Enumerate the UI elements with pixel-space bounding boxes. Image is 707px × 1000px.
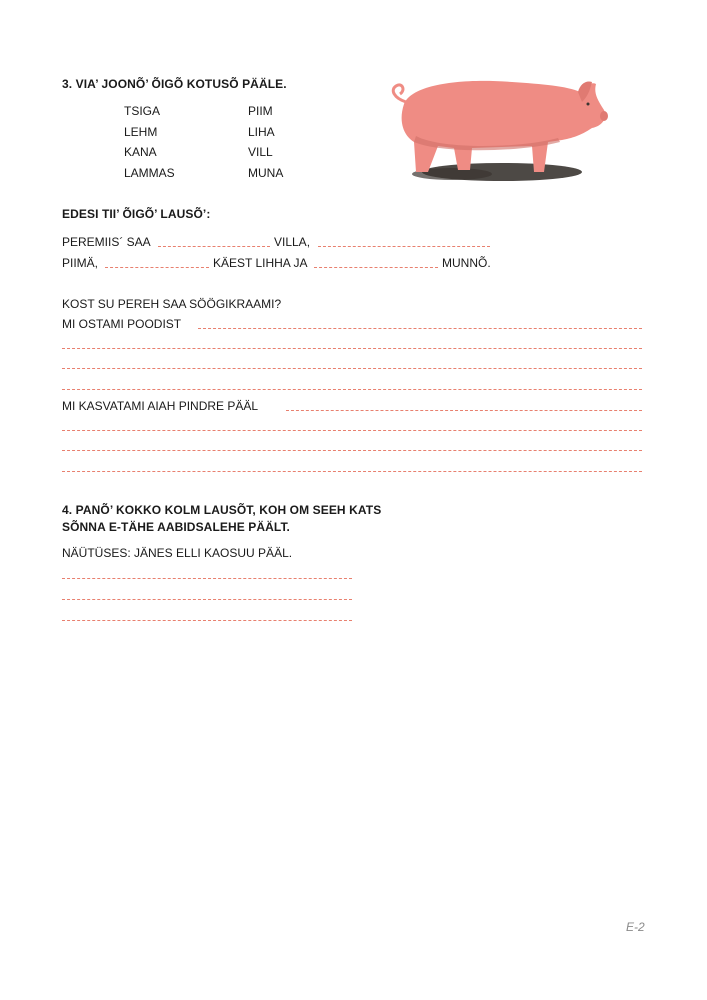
fill-line-2-part-b: KÄEST LIHHA JA <box>213 256 308 270</box>
answer-line[interactable] <box>62 348 642 349</box>
answer-line[interactable] <box>62 578 352 579</box>
garden-label: MI KASVATAMI AIAH PINDRE PÄÄL <box>62 399 259 413</box>
product-word-list <box>248 101 283 183</box>
section-3-heading: 3. VIA’ JOONÕ’ ÕIGÕ KOTUSÕ PÄÄLE. <box>62 77 287 91</box>
animal-word: TSIGA <box>124 104 161 118</box>
answer-line[interactable] <box>62 620 352 621</box>
answer-line[interactable] <box>62 471 642 472</box>
example-sentence: NÄÜTÜSES: JÄNES ELLI KAOSUU PÄÄL. <box>62 546 293 560</box>
product-word: LIHA <box>248 124 275 139</box>
animal-word: LEHM <box>124 124 158 139</box>
section-4-heading-line-2: SÕNNA E-TÄHE AABIDSALEHE PÄÄLT. <box>62 520 290 534</box>
fill-line-1-part-b: VILLA, <box>274 235 311 249</box>
food-question: KOST SU PEREH SAA SÖÖGIKRAAMI? <box>62 297 282 311</box>
answer-line[interactable] <box>62 450 642 451</box>
section-4-heading-line-1: 4. PANÕ’ KOKKO KOLM LAUSÕT, KOH OM SEEH KATS <box>62 503 382 517</box>
fill-line-1-part-a: PEREMIIS´ SAA <box>62 235 151 249</box>
pig-illustration <box>382 76 612 188</box>
answer-line[interactable] <box>198 328 642 329</box>
answer-line[interactable] <box>314 267 438 268</box>
page-number: E-2 <box>626 920 645 934</box>
shop-label: MI OSTAMI POODIST <box>62 317 182 331</box>
animal-word-list <box>124 101 175 183</box>
answer-line[interactable] <box>62 368 642 369</box>
answer-line[interactable] <box>105 267 209 268</box>
fill-heading: EDESI TII’ ÕIGÕ’ LAUSÕ’: <box>62 207 211 221</box>
product-word: VILL <box>248 145 273 159</box>
product-word: PIIM <box>248 104 273 118</box>
answer-line[interactable] <box>158 246 270 247</box>
fill-line-2-part-c: MUNNÕ. <box>442 256 491 270</box>
fill-line-2-part-a: PIIMÄ, <box>62 256 99 270</box>
product-word: MUNA <box>248 165 284 180</box>
answer-line[interactable] <box>62 599 352 600</box>
answer-line[interactable] <box>62 389 642 390</box>
answer-line[interactable] <box>62 430 642 431</box>
animal-word: LAMMAS <box>124 165 175 180</box>
answer-line[interactable] <box>318 246 490 247</box>
answer-line[interactable] <box>286 410 642 411</box>
animal-word: KANA <box>124 145 157 159</box>
